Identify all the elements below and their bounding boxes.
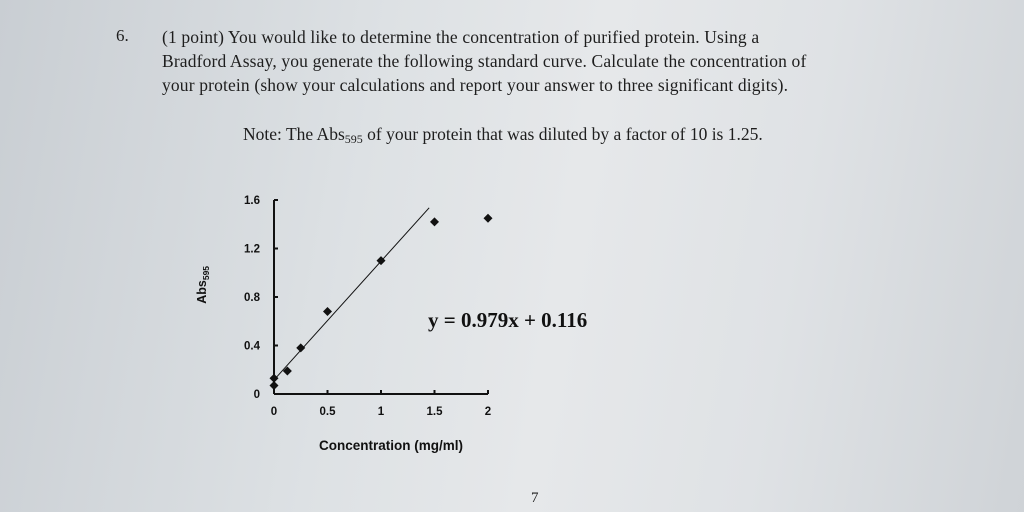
x-tick-label: 1	[377, 406, 385, 418]
y-tick-label: 0.4	[244, 340, 260, 353]
data-point	[484, 214, 493, 223]
data-point	[430, 217, 439, 226]
data-point	[323, 307, 332, 316]
y-tick-label: 0	[253, 389, 260, 401]
x-tick-label: 2	[484, 406, 492, 418]
question-line-1: (1 point) You would like to determine the concentration of purified protein. Using a	[162, 27, 760, 47]
data-point	[296, 343, 305, 352]
y-axis-label: Abs$_{595}$	[195, 265, 211, 304]
note-prefix: Note: The Abs	[243, 124, 345, 144]
y-tick-label: 0.8	[244, 292, 260, 304]
page-number: 7	[531, 490, 539, 506]
question-text	[162, 25, 962, 97]
data-point	[283, 366, 292, 375]
note-text	[243, 124, 763, 145]
x-tick-label: 0	[270, 406, 278, 418]
y-tick-label: 1.6	[244, 195, 260, 207]
y-tick-label: 1.2	[244, 243, 260, 256]
question-line-2: Bradford Assay, you generate the following standard curve. Calculate the concentration of	[162, 51, 807, 71]
note-suffix: of your protein that was diluted by a factor of 10 is 1.25.	[362, 124, 763, 144]
question-number: 6.	[116, 26, 129, 45]
trendline	[274, 208, 429, 380]
x-tick-label: 0.5	[319, 406, 336, 418]
data-point	[270, 374, 279, 383]
standard-curve-chart	[180, 180, 640, 470]
x-axis-label: Concentration (mg/ml)	[319, 438, 463, 453]
question-line-3: your protein (show your calculations and report your answer to three significant digits).	[162, 75, 789, 95]
x-tick-label: 1.5	[426, 406, 443, 418]
note-subscript: 595	[344, 132, 363, 146]
equation-label: y = 0.979x + 0.116	[428, 308, 588, 332]
